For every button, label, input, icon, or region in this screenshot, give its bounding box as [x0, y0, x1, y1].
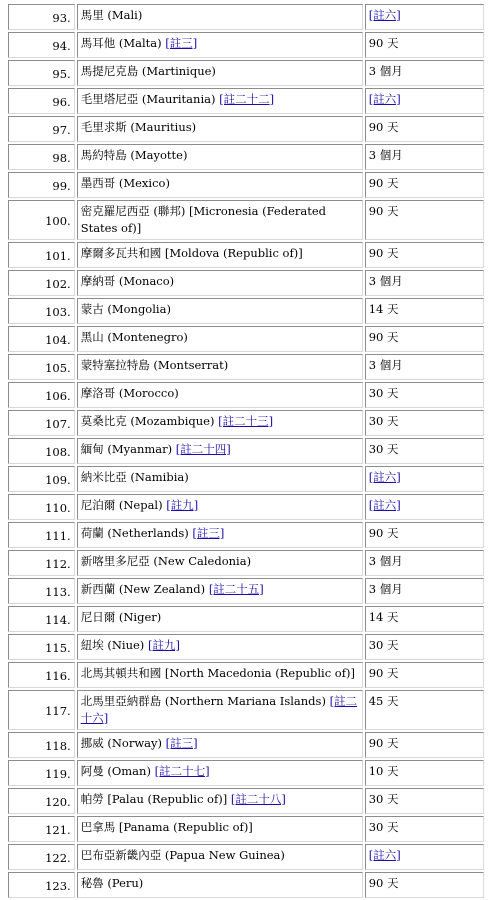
- row-number-cell: [8, 410, 75, 436]
- stay-duration: 90 天: [368, 526, 399, 540]
- table-row: [8, 144, 484, 170]
- row-number: 114.: [45, 613, 71, 627]
- row-number: 97.: [52, 123, 71, 137]
- row-number-cell: [8, 760, 75, 786]
- country-cell: [77, 844, 363, 870]
- country-name: 緬甸 (Myanmar): [80, 442, 176, 456]
- country-cell: [77, 466, 363, 492]
- row-number: 112.: [45, 557, 71, 571]
- row-number: 115.: [45, 641, 71, 655]
- row-number: 108.: [45, 445, 71, 459]
- stay-footnote-link[interactable]: [註六]: [368, 8, 401, 22]
- stay-duration-cell: [365, 270, 484, 296]
- row-number-cell: [8, 270, 75, 296]
- country-name: 蒙古 (Mongolia): [80, 302, 171, 316]
- row-number-cell: [8, 466, 75, 492]
- stay-duration-cell: [365, 326, 484, 352]
- row-number-cell: [8, 816, 75, 842]
- table-row: [8, 326, 484, 352]
- row-number: 99.: [52, 179, 71, 193]
- country-name: 馬提尼克島 (Martinique): [80, 64, 216, 78]
- country-footnote-link[interactable]: [註三]: [192, 526, 225, 540]
- stay-duration: 3 個月: [368, 358, 403, 372]
- country-name: 巴拿馬 [Panama (Republic of)]: [80, 820, 253, 834]
- country-cell: [77, 578, 363, 604]
- country-cell: [77, 522, 363, 548]
- row-number-cell: [8, 4, 75, 30]
- row-number-cell: [8, 88, 75, 114]
- country-name: 馬里 (Mali): [80, 8, 143, 22]
- stay-duration-cell: [365, 60, 484, 86]
- country-name: 黑山 (Montenegro): [80, 330, 188, 344]
- row-number: 109.: [45, 473, 71, 487]
- country-footnote-link[interactable]: [註九]: [166, 498, 199, 512]
- country-cell: [77, 144, 363, 170]
- row-number-cell: [8, 60, 75, 86]
- country-cell: [77, 732, 363, 758]
- stay-duration-cell: [365, 32, 484, 58]
- country-footnote-link[interactable]: [註二十三]: [218, 414, 274, 428]
- row-number: 119.: [45, 767, 71, 781]
- country-cell: [77, 606, 363, 632]
- country-cell: [77, 242, 363, 268]
- table-row: [8, 662, 484, 688]
- stay-duration-cell: [365, 298, 484, 324]
- country-cell: [77, 438, 363, 464]
- row-number: 123.: [45, 879, 71, 893]
- row-number-cell: [8, 144, 75, 170]
- country-name: 蒙特塞拉特島 (Montserrat): [80, 358, 229, 372]
- row-number-cell: [8, 690, 75, 730]
- stay-duration: 90 天: [368, 246, 399, 260]
- country-name: 阿曼 (Oman): [80, 764, 155, 778]
- country-name: 荷蘭 (Netherlands): [80, 526, 193, 540]
- row-number: 105.: [45, 361, 71, 375]
- country-name: 摩爾多瓦共和國 [Moldova (Republic of)]: [80, 246, 303, 260]
- stay-duration-cell: [365, 578, 484, 604]
- stay-duration-cell: [365, 116, 484, 142]
- row-number-cell: [8, 326, 75, 352]
- stay-duration-cell: [365, 410, 484, 436]
- table-row: [8, 60, 484, 86]
- country-cell: [77, 760, 363, 786]
- stay-duration-cell: [365, 200, 484, 240]
- country-footnote-link[interactable]: [註二十八]: [230, 792, 286, 806]
- stay-footnote-link[interactable]: [註六]: [368, 848, 401, 862]
- row-number-cell: [8, 662, 75, 688]
- country-name: 莫桑比克 (Mozambique): [80, 414, 219, 428]
- country-name: 馬耳他 (Malta): [80, 36, 166, 50]
- stay-duration-cell: [365, 466, 484, 492]
- stay-duration: 3 個月: [368, 274, 403, 288]
- row-number: 106.: [45, 389, 71, 403]
- country-footnote-link[interactable]: [註二十六]: [80, 694, 358, 725]
- stay-duration: 3 個月: [368, 64, 403, 78]
- country-name: 帕勞 [Palau (Republic of)]: [80, 792, 231, 806]
- stay-duration: 14 天: [368, 610, 399, 624]
- stay-duration: 3 個月: [368, 554, 403, 568]
- country-name: 秘魯 (Peru): [80, 876, 144, 890]
- table-row: [8, 200, 484, 240]
- stay-duration: 90 天: [368, 120, 399, 134]
- country-name: 北馬里亞納群島 (Northern Mariana Islands): [80, 694, 330, 708]
- row-number-cell: [8, 578, 75, 604]
- row-number: 96.: [52, 95, 71, 109]
- row-number-cell: [8, 634, 75, 660]
- stay-duration: 90 天: [368, 666, 399, 680]
- table-row: [8, 578, 484, 604]
- stay-footnote-link[interactable]: [註六]: [368, 470, 401, 484]
- country-footnote-link[interactable]: [註九]: [147, 638, 180, 652]
- table-row: [8, 634, 484, 660]
- country-cell: [77, 326, 363, 352]
- country-footnote-link[interactable]: [註三]: [165, 736, 198, 750]
- table-row: [8, 522, 484, 548]
- country-cell: [77, 872, 363, 898]
- country-cell: [77, 270, 363, 296]
- table-row: [8, 732, 484, 758]
- stay-duration-cell: [365, 172, 484, 198]
- country-name: 摩洛哥 (Morocco): [80, 386, 179, 400]
- row-number: 104.: [45, 333, 71, 347]
- row-number-cell: [8, 788, 75, 814]
- visa-free-country-table-wrapper: [6, 2, 486, 900]
- table-row: [8, 690, 484, 730]
- stay-duration: 30 天: [368, 442, 399, 456]
- stay-duration: 10 天: [368, 764, 399, 778]
- row-number: 117.: [45, 704, 71, 718]
- table-row: [8, 298, 484, 324]
- table-row: [8, 88, 484, 114]
- row-number: 102.: [45, 277, 71, 291]
- row-number: 101.: [45, 249, 71, 263]
- row-number: 121.: [45, 823, 71, 837]
- stay-duration: 90 天: [368, 36, 399, 50]
- row-number: 118.: [45, 739, 71, 753]
- country-name: 納米比亞 (Namibia): [80, 470, 189, 484]
- row-number-cell: [8, 298, 75, 324]
- table-row: [8, 270, 484, 296]
- country-cell: [77, 662, 363, 688]
- stay-duration-cell: [365, 354, 484, 380]
- country-cell: [77, 382, 363, 408]
- table-row: [8, 116, 484, 142]
- row-number: 122.: [45, 851, 71, 865]
- country-name: 新喀里多尼亞 (New Caledonia): [80, 554, 252, 568]
- table-row: [8, 760, 484, 786]
- row-number: 116.: [45, 669, 71, 683]
- country-footnote-link[interactable]: [註二十四]: [175, 442, 231, 456]
- row-number: 95.: [52, 67, 71, 81]
- country-name: 毛里求斯 (Mauritius): [80, 120, 197, 134]
- stay-duration-cell: [365, 788, 484, 814]
- table-row: [8, 4, 484, 30]
- country-cell: [77, 816, 363, 842]
- row-number: 110.: [45, 501, 71, 515]
- country-cell: [77, 494, 363, 520]
- country-cell: [77, 32, 363, 58]
- table-row: [8, 354, 484, 380]
- table-row: [8, 438, 484, 464]
- table-row: [8, 382, 484, 408]
- table-row: [8, 410, 484, 436]
- stay-duration: 3 個月: [368, 582, 403, 596]
- country-footnote-link[interactable]: [註二十五]: [208, 582, 264, 596]
- table-row: [8, 466, 484, 492]
- country-name: 尼日爾 (Niger): [80, 610, 162, 624]
- row-number-cell: [8, 732, 75, 758]
- table-row: [8, 788, 484, 814]
- stay-duration-cell: [365, 844, 484, 870]
- row-number: 120.: [45, 795, 71, 809]
- country-name: 密克羅尼西亞 (聯邦) [Micronesia (Federated States of)]: [80, 204, 327, 235]
- country-cell: [77, 88, 363, 114]
- row-number: 100.: [45, 214, 71, 228]
- country-cell: [77, 4, 363, 30]
- country-cell: [77, 354, 363, 380]
- row-number-cell: [8, 844, 75, 870]
- country-cell: [77, 60, 363, 86]
- row-number: 93.: [52, 11, 71, 25]
- row-number-cell: [8, 242, 75, 268]
- stay-duration-cell: [365, 662, 484, 688]
- table-row: [8, 872, 484, 898]
- table-row: [8, 606, 484, 632]
- row-number-cell: [8, 116, 75, 142]
- stay-duration-cell: [365, 760, 484, 786]
- row-number-cell: [8, 172, 75, 198]
- stay-duration-cell: [365, 438, 484, 464]
- stay-duration-cell: [365, 872, 484, 898]
- country-name: 新西蘭 (New Zealand): [80, 582, 209, 596]
- row-number: 107.: [45, 417, 71, 431]
- country-cell: [77, 550, 363, 576]
- row-number-cell: [8, 872, 75, 898]
- stay-duration: 90 天: [368, 204, 399, 218]
- stay-duration: 30 天: [368, 386, 399, 400]
- row-number-cell: [8, 32, 75, 58]
- country-name: 墨西哥 (Mexico): [80, 176, 170, 190]
- stay-duration-cell: [365, 88, 484, 114]
- stay-duration-cell: [365, 690, 484, 730]
- stay-duration-cell: [365, 732, 484, 758]
- table-row: [8, 494, 484, 520]
- stay-duration: 14 天: [368, 302, 399, 316]
- row-number-cell: [8, 550, 75, 576]
- stay-duration-cell: [365, 606, 484, 632]
- table-row: [8, 844, 484, 870]
- country-name: 毛里塔尼亞 (Mauritania): [80, 92, 220, 106]
- country-name: 巴布亞新畿內亞 (Papua New Guinea): [80, 848, 285, 862]
- table-row: [8, 550, 484, 576]
- country-name: 尼泊爾 (Nepal): [80, 498, 167, 512]
- visa-free-country-table: [6, 2, 486, 900]
- row-number-cell: [8, 438, 75, 464]
- table-row: [8, 816, 484, 842]
- stay-duration-cell: [365, 382, 484, 408]
- stay-duration-cell: [365, 494, 484, 520]
- country-name: 北馬其頓共和國 [North Macedonia (Republic of)]: [80, 666, 355, 680]
- stay-duration: 30 天: [368, 820, 399, 834]
- row-number-cell: [8, 354, 75, 380]
- row-number-cell: [8, 494, 75, 520]
- row-number: 98.: [52, 151, 71, 165]
- row-number-cell: [8, 382, 75, 408]
- row-number: 111.: [45, 529, 71, 543]
- country-cell: [77, 690, 363, 730]
- stay-duration: 30 天: [368, 792, 399, 806]
- stay-duration: 30 天: [368, 638, 399, 652]
- row-number-cell: [8, 522, 75, 548]
- country-name: 馬約特島 (Mayotte): [80, 148, 188, 162]
- stay-duration-cell: [365, 522, 484, 548]
- stay-duration-cell: [365, 4, 484, 30]
- row-number: 103.: [45, 305, 71, 319]
- stay-duration-cell: [365, 550, 484, 576]
- row-number-cell: [8, 200, 75, 240]
- stay-duration: 3 個月: [368, 148, 403, 162]
- stay-footnote-link[interactable]: [註六]: [368, 92, 401, 106]
- country-cell: [77, 172, 363, 198]
- table-row: [8, 172, 484, 198]
- table-row: [8, 242, 484, 268]
- stay-duration: 30 天: [368, 414, 399, 428]
- country-cell: [77, 116, 363, 142]
- stay-duration: 90 天: [368, 176, 399, 190]
- country-name: 紐埃 (Niue): [80, 638, 148, 652]
- stay-duration-cell: [365, 144, 484, 170]
- table-body: [8, 4, 484, 898]
- row-number: 113.: [45, 585, 71, 599]
- row-number-cell: [8, 606, 75, 632]
- country-cell: [77, 200, 363, 240]
- country-cell: [77, 298, 363, 324]
- country-cell: [77, 410, 363, 436]
- table-row: [8, 32, 484, 58]
- stay-duration: 90 天: [368, 736, 399, 750]
- stay-duration-cell: [365, 634, 484, 660]
- country-footnote-link[interactable]: [註二十二]: [219, 92, 275, 106]
- stay-duration: 45 天: [368, 694, 399, 708]
- country-name: 摩納哥 (Monaco): [80, 274, 175, 288]
- country-cell: [77, 634, 363, 660]
- stay-duration-cell: [365, 242, 484, 268]
- stay-duration: 90 天: [368, 876, 399, 890]
- stay-duration: 90 天: [368, 330, 399, 344]
- country-footnote-link[interactable]: [註二十七]: [154, 764, 210, 778]
- country-name: 挪威 (Norway): [80, 736, 166, 750]
- stay-footnote-link[interactable]: [註六]: [368, 498, 401, 512]
- country-cell: [77, 788, 363, 814]
- stay-duration-cell: [365, 816, 484, 842]
- country-footnote-link[interactable]: [註三]: [165, 36, 198, 50]
- row-number: 94.: [52, 39, 71, 53]
